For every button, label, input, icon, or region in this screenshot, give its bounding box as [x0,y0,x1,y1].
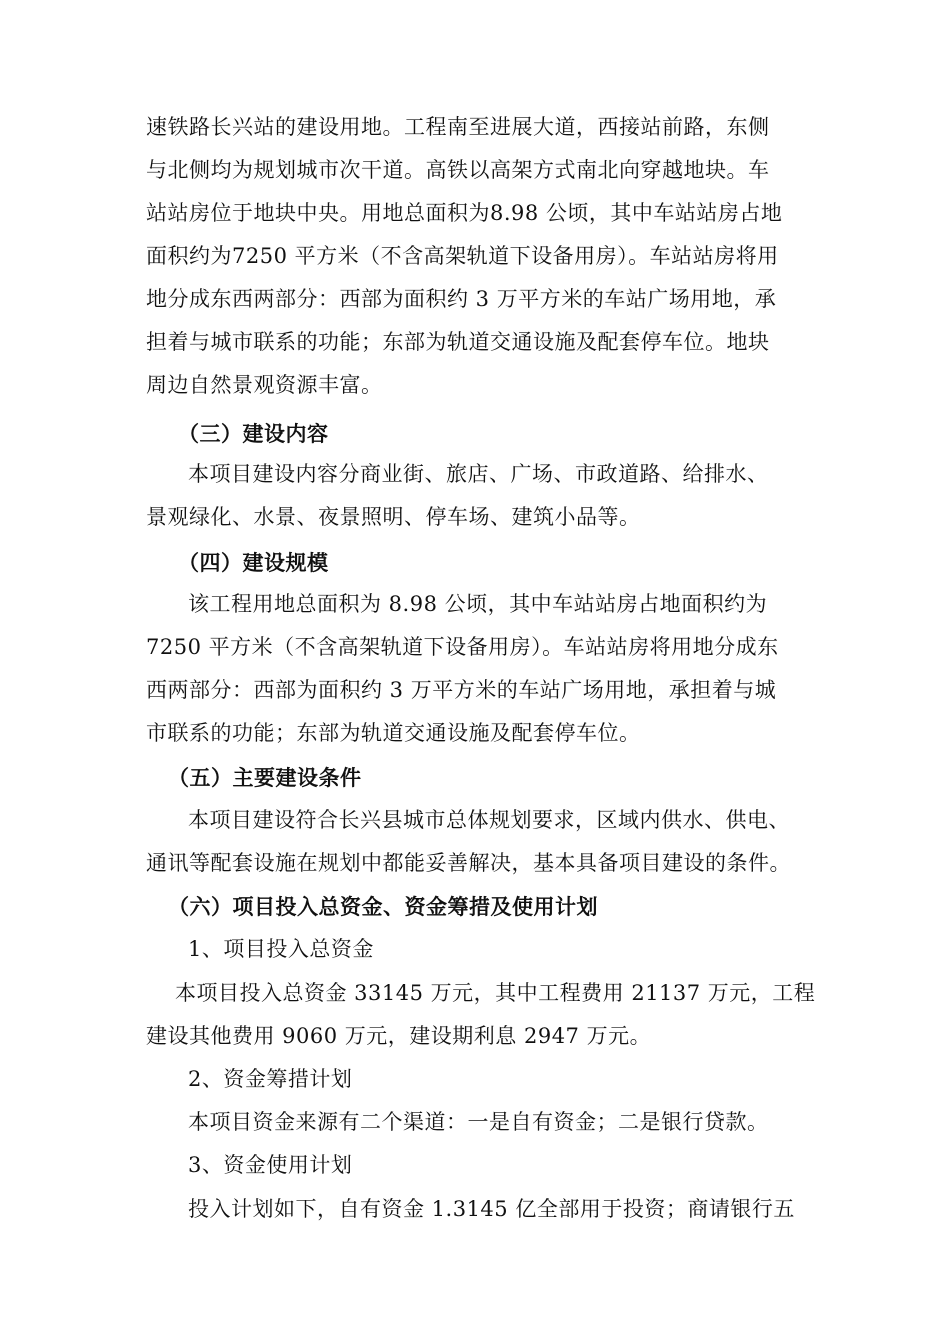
body-line-18: 本项目资金来源有二个渠道：一是自有资金；二是银行贷款。 [188,1110,769,1134]
body-line-10: 该工程用地总面积为 8.98 公顷，其中车站站房占地面积约为 [188,592,768,616]
body-line-13: 市联系的功能；东部为轨道交通设施及配套停车位。 [146,721,641,745]
body-line-5: 地分成东西两部分：西部为面积约 3 万平方米的车站广场用地，承 [146,287,777,311]
body-line-9: 景观绿化、水景、夜景照明、停车场、建筑小品等。 [146,505,641,529]
body-line-14: 本项目建设符合长兴县城市总体规划要求，区域内供水、供电、 [188,808,790,832]
body-line-7: 周边自然景观资源丰富。 [146,373,383,397]
body-line-6: 担着与城市联系的功能；东部为轨道交通设施及配套停车位。地块 [146,330,770,354]
body-line-19: 投入计划如下，自有资金 1.3145 亿全部用于投资；商请银行五 [188,1197,795,1221]
body-line-4: 面积约为7250 平方米（不含高架轨道下设备用房）。车站站房将用 [146,244,779,268]
body-line-11: 7250 平方米（不含高架轨道下设备用房）。车站站房将用地分成东 [146,635,779,659]
body-line-3: 站站房位于地块中央。用地总面积为8.98 公顷，其中车站站房占地 [146,201,783,225]
section-heading-4: （四）建设规模 [178,550,329,575]
subsection-heading-3: 3、资金使用计划 [188,1153,353,1177]
subsection-heading-2: 2、资金筹措计划 [188,1067,353,1091]
body-line-12: 西两部分：西部为面积约 3 万平方米的车站广场用地，承担着与城 [146,678,777,702]
body-line-8: 本项目建设内容分商业街、旅店、广场、市政道路、给排水、 [188,462,769,486]
body-line-16: 本项目投入总资金 33145 万元，其中工程费用 21137 万元，工程 [175,981,816,1005]
body-line-15: 通讯等配套设施在规划中都能妥善解决，基本具备项目建设的条件。 [146,851,791,875]
section-heading-6: （六）项目投入总资金、资金筹措及使用计划 [168,894,598,919]
body-line-17: 建设其他费用 9060 万元，建设期利息 2947 万元。 [146,1024,652,1048]
body-line-1: 速铁路长兴站的建设用地。工程南至进展大道，西接站前路，东侧 [146,115,770,139]
section-heading-3: （三）建设内容 [178,421,329,446]
section-heading-5: （五）主要建设条件 [168,765,362,790]
subsection-heading-1: 1、项目投入总资金 [188,937,374,961]
body-line-2: 与北侧均为规划城市次干道。高铁以高架方式南北向穿越地块。车 [146,158,770,182]
